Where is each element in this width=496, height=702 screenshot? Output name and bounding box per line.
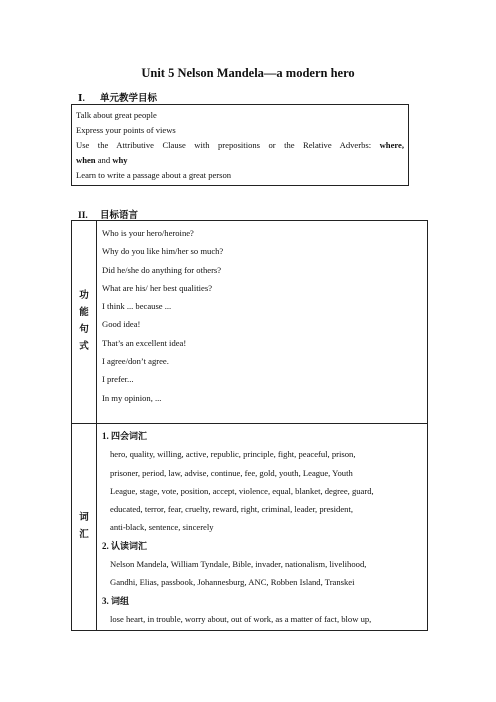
functions-cell xyxy=(97,221,428,424)
sentence-pattern: Good idea! xyxy=(102,319,141,330)
sentence-pattern: I prefer... xyxy=(102,374,134,385)
language-table xyxy=(71,220,428,631)
sentence-pattern: Who is your hero/heroine? xyxy=(102,228,194,238)
goal-item-grammar xyxy=(76,138,404,153)
section-heading-language xyxy=(78,207,138,221)
vocab-heading: 2. 认读词汇 xyxy=(102,540,148,551)
page-title: Unit 5 Nelson Mandela—a modern hero xyxy=(141,66,355,80)
goal-item: Express your points of views xyxy=(76,125,176,135)
vocab-words: hero, quality, willing, active, republic, principle, fight, peaceful, prison, xyxy=(110,449,356,460)
section-number: Ⅰ. xyxy=(78,94,85,104)
sentence-pattern: In my opinion, ... xyxy=(102,392,162,403)
sentence-pattern: Why do you like him/her so much? xyxy=(102,246,224,257)
sentence-pattern: Did he/she do anything for others? xyxy=(102,264,222,275)
vocab-words: lose heart, in trouble, worry about, out of work, as a matter of fact, blow up, xyxy=(110,613,372,624)
goals-cell xyxy=(72,105,409,186)
goals-table xyxy=(71,104,409,186)
vocab-label: 词 汇 xyxy=(72,424,97,631)
vocab-words: League, stage, vote, position, accept, violence, equal, blanket, degree, guard, xyxy=(110,485,374,496)
sentence-pattern: What are his/ her best qualities? xyxy=(102,282,213,293)
goal-text-and: and xyxy=(95,155,113,165)
vocab-words: anti-black, sentence, sincerely xyxy=(110,522,214,533)
keyword-where: where, xyxy=(379,140,404,150)
keyword-why: why xyxy=(112,155,128,165)
section-label: 单元教学目标 xyxy=(100,94,158,104)
goal-item: Learn to write a passage about a great person xyxy=(76,170,232,180)
sentence-pattern: That’s an excellent idea! xyxy=(102,337,187,348)
functions-label: 功 能 句 式 xyxy=(72,221,97,424)
section-label: 目标语言 xyxy=(100,211,139,221)
goal-item: Talk about great people xyxy=(76,110,157,120)
vocab-words: Nelson Mandela, William Tyndale, Bible, invader, nationalism, livelihood, xyxy=(110,559,367,570)
keyword-when: when xyxy=(76,155,96,165)
functions-row xyxy=(72,221,428,424)
vocab-words: prisoner, period, law, advise, continue, fee, gold, youth, League, Youth xyxy=(110,467,353,478)
goal-text: Use the Attributive Clause with prepositions or the Relative Adverbs: xyxy=(76,140,380,150)
vocab-heading: 1. 四会词汇 xyxy=(102,431,148,441)
vocab-heading: 3. 词组 xyxy=(102,595,130,606)
goal-item-grammar-cont xyxy=(76,153,404,168)
vocab-row xyxy=(72,424,428,631)
vocab-words: Gandhi, Elias, passbook, Johannesburg, ANC, Robben Island, Transkei xyxy=(110,577,355,588)
vocab-cell xyxy=(97,424,428,631)
sentence-pattern: I think ... because ... xyxy=(102,301,172,312)
section-number: II. xyxy=(78,211,88,221)
section-heading-goals xyxy=(78,90,157,104)
sentence-pattern: I agree/don’t agree. xyxy=(102,356,169,367)
vocab-words: educated, terror, fear, cruelty, reward, right, criminal, leader, president, xyxy=(110,504,353,515)
